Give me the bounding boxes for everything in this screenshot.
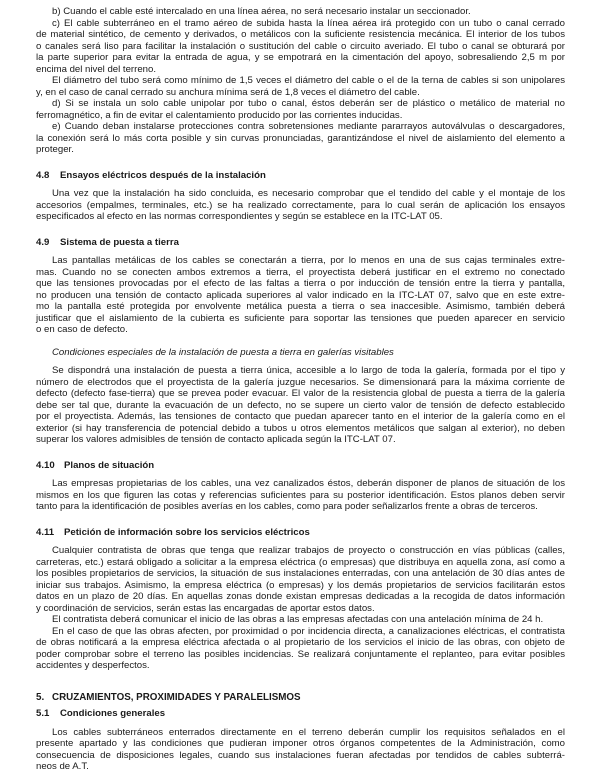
paragraph (36, 727, 565, 773)
paragraph-line: de material sintético, de cemento y derivados, o metálicos con la suficiente resistencia mecánica. El interior de los tubos (36, 29, 565, 40)
spacer (36, 358, 565, 365)
paragraph-line: los posibles propietarios de servicios, la situación de sus instalaciones enterradas, con una antelación de 30 días antes de (36, 568, 565, 579)
paragraph (36, 18, 565, 76)
paragraph-line: superar los valores admisibles de tensión de contacto aplicada según la ITC-LAT 07. (36, 434, 396, 445)
paragraph-line: El diámetro del tubo será como mínimo de 1,5 veces el diámetro del cable o el de la terna de cables si son unipolares (52, 75, 565, 86)
paragraph-line: encima del nivel del terreno. (36, 63, 156, 75)
spacer (36, 513, 565, 527)
spacer (36, 446, 565, 460)
section-title: Planos de situación (64, 459, 155, 471)
document-page (36, 6, 565, 773)
subsection-italic-heading: Condiciones especiales de la instalación de puesta a tierra en galerías visitables (52, 346, 394, 358)
paragraph (36, 98, 565, 121)
chapter-heading (36, 692, 565, 704)
section-title: Petición de información sobre los servicios eléctricos (64, 526, 310, 538)
paragraph-line: y coordinación de servicios, serán estas las encargadas de aportar estos datos. (36, 602, 375, 614)
paragraph-line: que las tensiones provocadas por el efecto de las faltas a tierra o por inducción de tensión entre la tierra y pantalla, (36, 278, 565, 289)
spacer (36, 156, 565, 170)
paragraph-line: c) El cable subterráneo en el tramo aéreo de subida hasta la línea aérea irá protegido con un tubo o canal cerrado (52, 17, 565, 29)
spacer (36, 336, 565, 347)
paragraph (36, 121, 565, 156)
section-title: Ensayos eléctricos después de la instalación (60, 169, 266, 181)
paragraph-line: exterior (si hay transferencia de potencial debido a tubos u otros elementos metálicos que salgan al exterior), no deben (36, 422, 565, 434)
section-title: Sistema de puesta a tierra (60, 236, 179, 248)
paragraph (36, 478, 565, 513)
section-number: 4.11 (36, 526, 55, 538)
paragraph-line: e) Cuando deban instalarse protecciones contra sobretensiones mediante pararrayos autoválvulas o descargadores, (52, 121, 565, 132)
paragraph-line: carreteras, etc.) estará obligado a solicitar a la empresa eléctrica (o empresas) que distribuya en aquella zona, así como a (36, 556, 565, 568)
paragraph-line: proteger. (36, 144, 74, 155)
paragraph-line: Cualquier contratista de obras que tenga que realizar trabajos de proyecto o construcción en vías públicas (calles, (52, 545, 565, 556)
paragraph-line: por el proyectista. Además, las tensiones de contacto que puedan aparecer tanto en el interior de la galería como en el (36, 411, 565, 422)
section-title: CRUZAMIENTOS, PROXIMIDADES Y PARALELISMOS (52, 691, 301, 703)
section-number: 4.8 (36, 169, 50, 181)
paragraph-line: Las empresas propietarias de los cables, una vez canalizados éstos, deberán disponer de planos de situación de los (52, 478, 565, 489)
paragraph-line: tanto para la identificación de posibles averías en los cables, como para poder señalizarlos frente a obras de terceros. (36, 501, 538, 512)
paragraph-line: accesorios (empalmes, terminales, etc.) se ha realizado correctamente, para lo cual serán de aplicación los ensayos (36, 199, 565, 211)
paragraph-line: neos de A.T. (36, 761, 89, 772)
paragraph (36, 188, 565, 223)
section-number: 4.9 (36, 236, 50, 248)
spacer (36, 720, 565, 727)
paragraph-line: justificar que el aislamiento de la cubierta es suficiente para soportar las tensiones que pueden aparecer en servicio (36, 312, 565, 324)
paragraph (36, 255, 565, 336)
paragraph-line: consecuencia de disposiciones legales, cuando sus instalaciones fueran afectadas por tendidos de cables subterrá- (36, 749, 565, 761)
paragraph-line: Se dispondrá una instalación de puesta a tierra única, accesible a lo largo de toda la galería, formada por el tipo y (52, 365, 565, 376)
spacer (36, 181, 565, 188)
paragraph-line: la parte superior para evitar la entrada de agua, y se empotrará en la cimentación del apoyo, sobresaliendo 2,5 m por (36, 52, 565, 63)
paragraph-line: presente apartado y las condiciones que pudieran imponer otros órganos competentes de la Administración, como (36, 738, 565, 749)
paragraph-line: El contratista deberá comunicar el inicio de las obras a las empresas afectadas con una antelación mínima de 24 h. (52, 614, 544, 625)
paragraph (36, 545, 565, 614)
paragraph-line: accidentes y desperfectos. (36, 660, 150, 671)
paragraph-line: de obras notificará a la empresa eléctrica afectada o al propietario de los servicios el inicio de las obras, con objeto de (36, 637, 565, 648)
paragraph-line: datos en un plazo de 20 días. En aquellas zonas donde existan empresas dedicadas a la recogida de datos información (36, 591, 565, 602)
spacer (36, 471, 565, 478)
paragraph-line: mismos en los que figuren las cotas y referencias suficientes para su posterior identificación. Estos planos deben servir (36, 489, 565, 501)
section-number: 5.1 (36, 708, 50, 719)
section-heading (36, 708, 565, 720)
section-heading (36, 527, 565, 539)
paragraph-line: b) Cuando el cable esté intercalado en una línea aérea, no será necesario instalar un seccionador. (52, 6, 471, 17)
section-heading (36, 170, 565, 182)
paragraph-line: En el caso de que las obras afecten, por proximidad o por incidencia directa, a canalizaciones eléctricas, el contratista (52, 625, 565, 637)
paragraph-line: Las pantallas metálicas de los cables se conectarán a tierra, por lo menos en una de sus cajas terminales extre- (52, 255, 565, 266)
paragraph-line: poder comprobar sobre el terreno las posibles incidencias. Se realizará conjuntamente el replanteo, para evitar posibles (36, 648, 565, 660)
paragraph-line: d) Si se instala un solo cable unipolar por tubo o canal, éstos deberán ser de plástico o metálico de material no (52, 98, 565, 109)
section-heading (36, 460, 565, 472)
paragraph (36, 75, 565, 98)
paragraph (36, 614, 565, 626)
spacer (36, 223, 565, 237)
paragraph-line: la conexión será lo más corta posible y sin curvas pronunciadas, garantizándose el nivel de aislamiento del elemento a (36, 132, 565, 144)
paragraph-line: mo la pantalla esté protegida por envolvente metálica puesta a tierra o sea inaccesible. Asimismo, también deberá (36, 301, 565, 312)
spacer (36, 672, 565, 692)
spacer (36, 248, 565, 255)
paragraph-line: Una vez que la instalación ha sido concluida, es necesario comprobar que el tendido del cable y el montaje de los (52, 188, 565, 199)
section-heading (36, 237, 565, 249)
section-number: 5. (36, 691, 45, 703)
paragraph (36, 6, 565, 18)
section-title: Condiciones generales (60, 708, 166, 719)
spacer (36, 538, 565, 545)
paragraph-line: ferromagnético, a fin de evitar el calentamiento producido por las corrientes inducidas. (36, 109, 403, 121)
paragraph-line: o canales será liso para facilitar la instalación o sustitución del cable o circuito averiado. El tubo o canal se obturará por (36, 40, 565, 52)
paragraph (36, 626, 565, 672)
paragraph-line: iniciar sus trabajos. Asimismo, la empresa eléctrica (o empresas) y los demás propietarios de servicios facilitarán estos (36, 579, 565, 591)
paragraph-line: defecto (defecto fase-tierra) que se prevea poder evacuar. El valor de la resistencia global de puesta a tierra de la galería (36, 388, 565, 399)
paragraph-line: o en caso de defecto. (36, 324, 128, 335)
paragraph-line: no producen una tensión de contacto aplicada superiores al valor indicado en la ITC-LAT 07, salvo que en este extre- (36, 289, 565, 301)
paragraph (36, 365, 565, 446)
paragraph-line: especificados al efecto en las normas correspondientes y según se establece en la ITC-LAT 05. (36, 211, 443, 222)
paragraph-line: debe ser tal que, durante la evacuación de un defecto, no se supere un cierto valor de tensión de defecto establecido (36, 399, 565, 411)
paragraph-line: mas. Cuando no se conecten ambos extremos a tierra, el proyectista deberá justificar en el extremo no conectado (36, 266, 565, 278)
paragraph-line: número de electrodos que el proyectista de la galería juzgue necesarios. Se dimensionará para la máxima corriente de (36, 376, 565, 388)
section-number: 4.10 (36, 459, 55, 471)
paragraph-line: Los cables subterráneos enterrados directamente en el terreno deberán cumplir los requisitos señalados en el (52, 726, 565, 738)
paragraph-line: y, en el caso de canal cerrado su anchura mínima será de 1,8 veces el diámetro del cable. (36, 86, 420, 98)
